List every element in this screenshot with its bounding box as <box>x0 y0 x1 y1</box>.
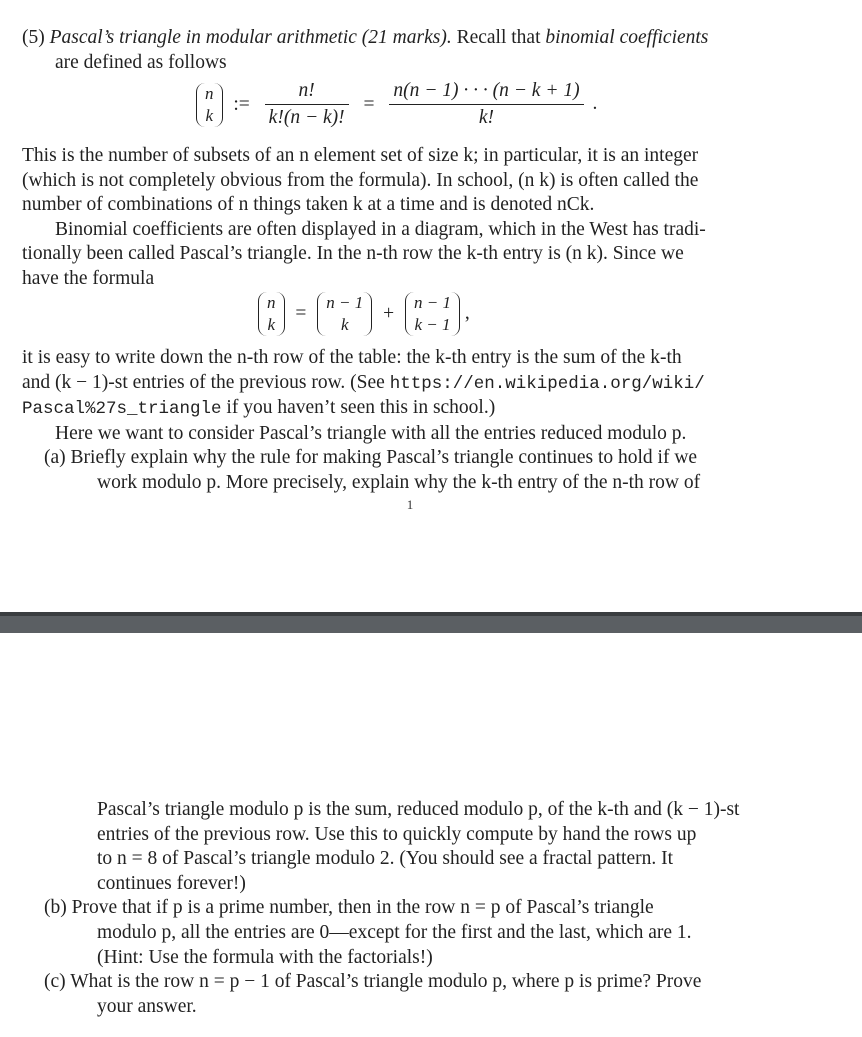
item-text: your answer. <box>97 995 197 1017</box>
paragraph-line: it is easy to write down the n-th row of the table: the k-th entry is the sum of the k-th <box>22 347 682 368</box>
page-2 <box>0 633 862 1037</box>
intro-line-2: are defined as follows <box>55 51 227 73</box>
paragraph-line: number of combinations of n things taken k at a time and is denoted nCk. <box>22 194 595 216</box>
problem-number: (5) <box>22 27 45 48</box>
paragraph-1 <box>22 144 834 292</box>
binom-top: n − 1 <box>326 293 364 312</box>
fraction-numerator: n(n − 1) · · · (n − k + 1) <box>389 80 583 105</box>
item-b <box>22 896 834 921</box>
equals-sign: = <box>295 303 307 324</box>
binom-bottom: k − 1 <box>414 315 451 334</box>
title-line <box>22 26 834 51</box>
problem-title: Pascal’s triangle in modular arithmetic (21 marks). <box>49 27 452 48</box>
item-text: Prove that if p is a prime number, then in the row n = p of Pascal’s triangle <box>71 897 654 919</box>
equals-sign: = <box>363 93 375 115</box>
fraction-numerator: n! <box>265 80 349 105</box>
binom-bottom: k <box>205 105 214 125</box>
paragraph-line: have the formula <box>22 267 155 289</box>
item-a <box>22 446 834 471</box>
item-text: Briefly explain why the rule for making Pascal’s triangle continues to hold if we <box>70 447 698 469</box>
binomial-symbol <box>317 292 372 336</box>
defeq-sign: := <box>233 93 250 115</box>
binomial-symbol <box>258 292 285 336</box>
item-text: What is the row n = p − 1 of Pascal’s triangle modulo p, where p is prime? Prove <box>70 971 702 993</box>
wikipedia-link[interactable]: Pascal%27s_triangle <box>22 399 222 420</box>
binom-top: n <box>205 83 214 103</box>
problem-header <box>22 26 834 75</box>
formula-comma: , <box>464 302 470 324</box>
wikipedia-link[interactable]: https://en.wikipedia.org/wiki/ <box>389 373 705 394</box>
page-number: 1 <box>406 497 414 512</box>
item-label: (a) <box>44 447 66 469</box>
paragraph-text: and (k − 1)-st entries of the previous row. (See <box>22 371 385 393</box>
plus-sign: + <box>383 303 395 324</box>
item-text: to n = 8 of Pascal’s triangle modulo 2. (You should see a fractal pattern. It <box>97 848 674 870</box>
item-label: (c) <box>44 971 66 993</box>
binom-top: n − 1 <box>413 293 451 312</box>
paragraph-line <box>22 371 834 397</box>
paragraph-text: if you haven’t seen this in school.) <box>226 397 496 419</box>
binom-bottom: k <box>267 315 276 334</box>
binomial-symbol <box>405 292 460 336</box>
paragraph-line: Here we want to consider Pascal’s triangle with all the entries reduced modulo p. <box>55 422 687 444</box>
item-text: Pascal’s triangle modulo p is the sum, reduced modulo p, of the k-th and (k − 1)-st <box>97 799 740 820</box>
problem-items-continued <box>22 798 834 1019</box>
fraction-denominator: k!(n − k)! <box>268 107 345 128</box>
item-text: work modulo p. More precisely, explain why the k-th entry of the n-th row of <box>97 471 701 493</box>
paragraph-3 <box>22 346 834 496</box>
page-separator <box>0 612 862 633</box>
product-fraction <box>389 80 583 129</box>
fraction-denominator: k! <box>478 107 495 128</box>
binom-bottom: k <box>340 315 349 334</box>
item-text: entries of the previous row. Use this to quickly compute by hand the rows up <box>97 823 697 845</box>
pascal-recurrence-formula <box>258 292 470 336</box>
paragraph-line: tionally been called Pascal’s triangle. In the n-th row the k-th entry is (n k). Since we <box>22 243 684 265</box>
item-text: modulo p, all the entries are 0—except for the first and the last, which are 1. <box>97 921 692 943</box>
binomial-definition-formula <box>196 80 597 129</box>
binom-top: n <box>267 293 276 312</box>
paragraph-line: Binomial coefficients are often displayed in a diagram, which in the West has tradi- <box>55 218 706 240</box>
paragraph-line: (which is not completely obvious from the formula). In school, (n k) is often called the <box>22 169 699 191</box>
formula-period: . <box>592 92 598 114</box>
paragraph-line: This is the number of subsets of an n element set of size k; in particular, it is an integer <box>22 145 699 166</box>
intro-text: Recall that <box>456 27 541 48</box>
intro-term: binomial coefficients <box>545 27 709 48</box>
item-label: (b) <box>44 897 67 919</box>
item-text: (Hint: Use the formula with the factorials!) <box>97 946 433 968</box>
item-c <box>22 970 834 995</box>
item-text: continues forever!) <box>97 872 246 894</box>
binomial-symbol <box>196 83 223 127</box>
paragraph-line <box>22 396 834 422</box>
factorial-fraction <box>265 80 349 129</box>
